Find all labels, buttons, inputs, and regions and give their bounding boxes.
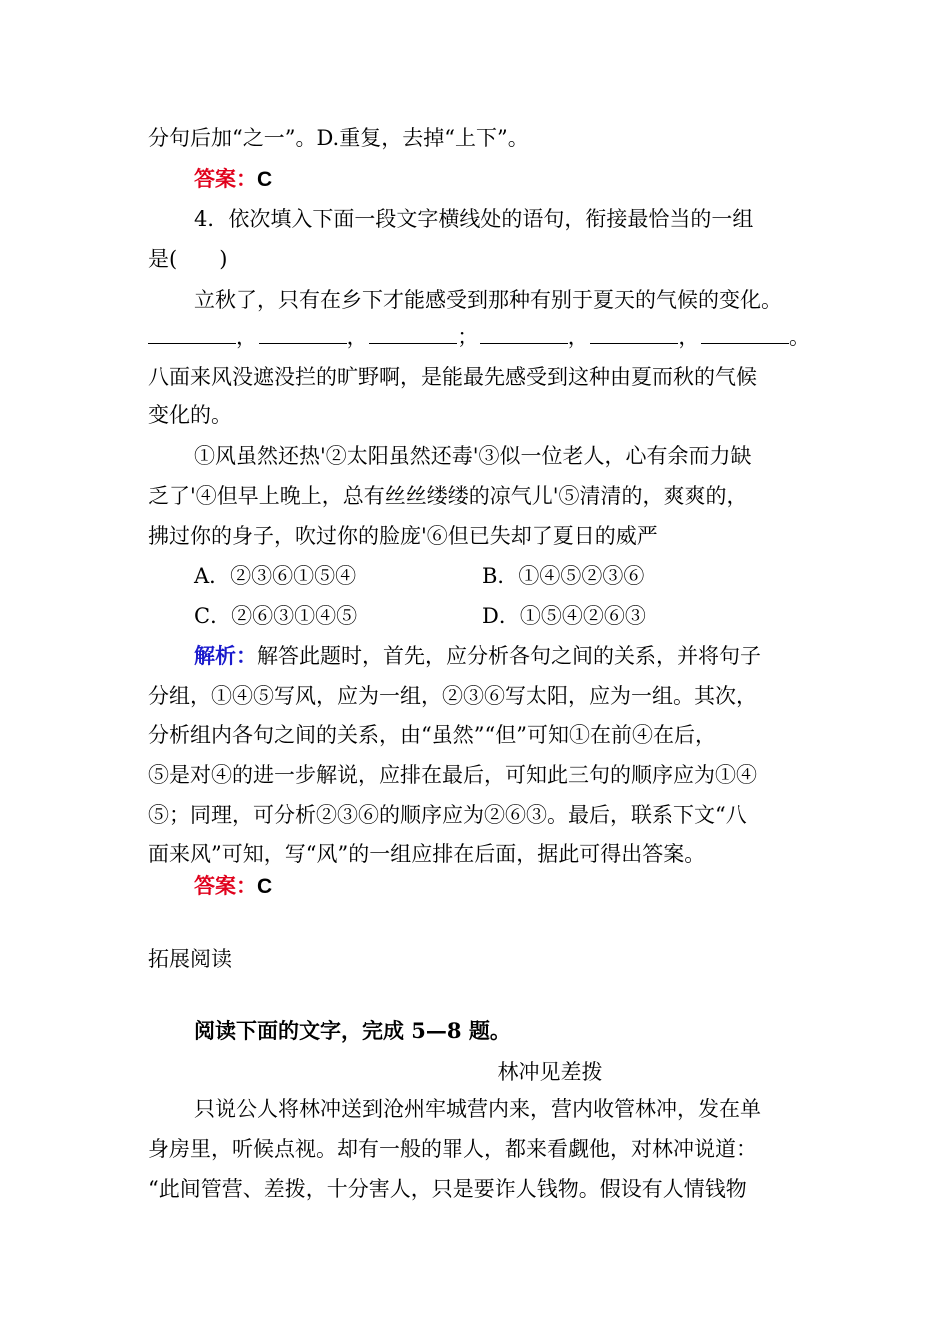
- items-line-1: ①风虽然还热'②太阳虽然还毒'③似一位老人，心有余而力缺: [194, 444, 752, 468]
- analysis-line-3: 分析组内各句之间的关系，由“虽然”“但”可知①在前④在后，: [148, 723, 716, 747]
- options-row-1: [194, 561, 794, 591]
- items-line-3: 拂过你的身子，吹过你的脸庞'⑥但已失却了夏日的威严: [148, 524, 658, 548]
- option-a: A．②③⑥①⑤④: [194, 564, 357, 588]
- passage-line-3: 变化的。: [148, 403, 232, 427]
- analysis-line-4: ⑤是对④的进一步解说，应排在最后，可知此三句的顺序应为①④: [148, 763, 757, 787]
- answer-q4: [194, 871, 272, 902]
- answer-label: 答案：: [194, 166, 257, 191]
- blank-3: ；: [369, 322, 478, 352]
- blank-2: ，: [259, 322, 368, 352]
- section-heading: 拓展阅读: [148, 947, 232, 971]
- blank-4: ，: [480, 322, 589, 352]
- continued-explanation: 分句后加“之一”。D.重复，去掉“上下”。: [148, 126, 529, 150]
- blanks-row: [148, 322, 810, 352]
- answer-value: C: [257, 875, 273, 898]
- options-row-2: [194, 601, 794, 631]
- analysis-line-2: 分组，①④⑤写风，应为一组，②③⑥写太阳，应为一组。其次，: [148, 684, 757, 708]
- article-para-line-3: “此间管营、差拨，十分害人，只是要诈人钱物。假设有人情钱物: [148, 1177, 747, 1201]
- option-c: C．②⑥③①④⑤: [194, 604, 358, 628]
- blank-6: 。: [701, 322, 810, 352]
- reading-instruction: 阅读下面的文字，完成 5—8 题。: [194, 1018, 511, 1043]
- analysis-label: 解析：: [194, 643, 257, 668]
- blank-1: ，: [148, 322, 257, 352]
- items-line-2: 乏了'④但早上晚上，总有丝丝缕缕的凉气儿'⑤清清的，爽爽的，: [148, 484, 748, 508]
- question-4-stem-cont: 是( ): [148, 247, 228, 271]
- passage-line-2: 八面来风没遮没拦的旷野啊，是能最先感受到这种由夏而秋的气候: [148, 365, 757, 389]
- analysis-line-5: ⑤；同理，可分析②③⑥的顺序应为②⑥③。最后，联系下文“八: [148, 803, 747, 827]
- answer-label: 答案：: [194, 873, 257, 898]
- option-b: B．①④⑤②③⑥: [482, 564, 645, 588]
- passage-line-1: 立秋了，只有在乡下才能感受到那种有别于夏天的气候的变化。: [194, 288, 782, 312]
- question-4-stem: 4．依次填入下面一段文字横线处的语句，衔接最恰当的一组: [194, 207, 754, 231]
- blank-5: ，: [590, 322, 699, 352]
- article-para-line-2: 身房里，听候点视。却有一般的罪人，都来看觑他，对林冲说道：: [148, 1137, 757, 1161]
- article-title: 林冲见差拨: [497, 1060, 603, 1084]
- article-para-line-1: 只说公人将林冲送到沧州牢城营内来，营内收管林冲，发在单: [194, 1097, 761, 1121]
- answer-value: C: [257, 168, 273, 191]
- analysis-line-6: 面来风”可知，写“风”的一组应排在后面，据此可得出答案。: [148, 842, 706, 866]
- answer-prev: [194, 164, 272, 195]
- option-d: D．①⑤④②⑥③: [482, 604, 646, 628]
- analysis-line-1: 解析：解答此题时，首先，应分析各句之间的关系，并将句子: [194, 643, 761, 668]
